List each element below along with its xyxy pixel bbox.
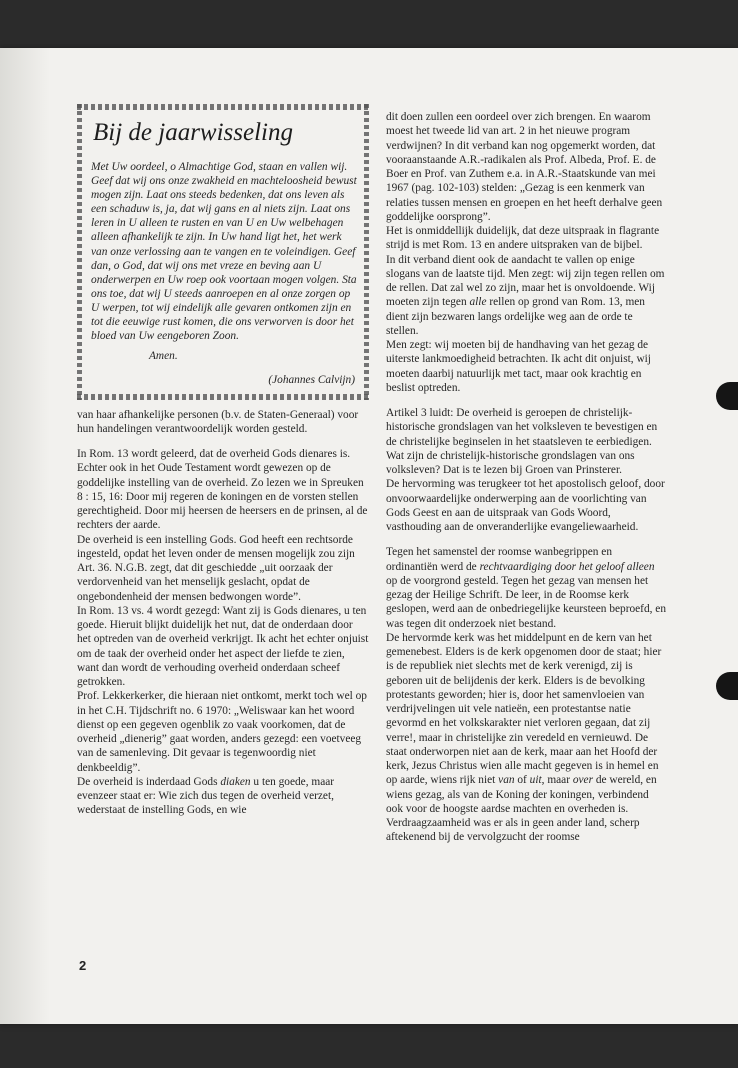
right-paragraph-7: De hervorming was terugkeer tot het apostolisch geloof, door onvoorwaardelijke onderwerping aan de voorlichting van Gods Geest en aan de uitspraak van Gods Woord, vasthouding aan de onveranderlijke evangeliewaarheid. [386, 478, 665, 533]
left-paragraph-6: De overheid is inderdaad Gods diaken u ten goede, maar evenzeer staat er: Wie zich dus tegen de overheid verzet, wederstaat de instelling Gods, en wie [77, 775, 335, 817]
prayer-title: Bij de jaarwisseling [93, 119, 293, 146]
prayer-border-left [77, 104, 82, 400]
right-column [386, 110, 666, 845]
right-paragraph-2: Het is onmiddellijk duidelijk, dat deze uitspraak in flagrante strijd is met Rom. 13 en andere uitspraken van de bijbel. [386, 225, 660, 252]
right-paragraph-10: Verdraagzaamheid was er als in geen ander land, scherp aftekenend bij de vervolgzucht der roomse [386, 817, 640, 844]
prayer-border-bottom [77, 394, 369, 400]
left-column [77, 104, 369, 818]
left-paragraph-1: van haar afhankelijke personen (b.v. de Staten-Generaal) voor hun handelingen verantwoordelijk worden gesteld. [77, 408, 359, 435]
right-paragraph-1: dit doen zullen een oordeel over zich brengen. En waarom moest het tweede lid van art. 2 in het nieuwe program verdwijnen? In dit verband kan nog opgemerkt worden, dat vooraanstaande A.R.-radikalen als Prof. Albeda, Prof. E. de Boer en Prof. van Zuthem e.a. in A.R.-Staatskunde van mei 1967 (pag. 102-103) stelden: „Gezag is een kenmerk van relaties tussen mensen en groepen en het heeft derhalve geen goddelijke oorsprong”. [386, 111, 663, 223]
right-paragraph-3: In dit verband dient ook de aandacht te vallen op enige slogans van de laatste tijd. Men zegt: wij zijn tegen rellen om de rellen. Dat zal wel zo zijn, maar het is onvoldoende. Wij moeten zijn tegen alle rellen op grond van Rom. 13, men dient zijn bezwaren langs ordelijke weg aan de orde te stellen. [386, 253, 665, 337]
right-paragraph-4: Men zegt: wij moeten bij de handhaving van het gezag de uiterste lankmoedigheid betrachten. Ik acht dit onjuist, wij moeten daarbij natuurlijk met tact, maar ook krachtig en beslist optreden. [386, 339, 651, 394]
prayer-text: Met Uw oordeel, o Almachtige God, staan en vallen wij. Geef dat wij ons onze zwakheid en machteloosheid bewust mogen zijn. Laat ons steeds bedenken, dat ons leven als een schaduw is, ja, dat wij gans en al niets zijn. Laat ons leren in U alleen te rusten en van U en Uw welbehagen alleen afhankelijk te zijn. In Uw hand ligt het, het werk van onze verlossing aan te vangen en te voleindigen. Geef dan, o God, dat wij ons met vreze en beving aan U onderwerpen en Uw roep ook voortaan mogen volgen. Sta ons toe, dat wij U steeds aanroepen en al onze zorgen op U werpen, tot wij eindelijk alle gevaren ontkomen zijn en tot die eeuwige rust komen, die ons verworven is door het bloed van Uw eengeboren Zoon. [91, 161, 357, 343]
prayer-border-top [77, 104, 369, 110]
left-paragraph-3: De overheid is een instelling Gods. God heeft een rechtsorde ingesteld, opdat het leven onder de mensen mogelijk zou zijn Art. 36. N.G.B. zegt, dat dit geschiedde „uit oorzaak der verdorvenheid van het menselijk geslacht, opdat de ongebondenheid der mensen bedwongen worde”. [77, 533, 355, 603]
prayer-border-right [364, 104, 369, 400]
right-paragraph-9: De hervormde kerk was het middelpunt en de kern van het gemenebest. Elders is de kerk opgenomen door de staat; hier is de republiek niet slechts met de kerk verenigd, zij is geboren uit de belijdenis der kerk. Elders is de bevolking protestants geworden; hier is, door het samenvloeien van verdrijvelingen uit vele natieën, een protestantse natie gevormd en het volkskarakter niet verloren gegaan, dat zij verre!, maar in christelijke zin veredeld en vernieuwd. De staat onderworpen niet aan de kerk, maar aan het Hoofd der kerk, Jezus Christus wien alle macht gegeven is in hemel en op aarde, wiens rijk niet van of uit, maar over de wereld, en wiens gezag, als van de Koning der koningen, verbindend ook voor de hoogste aardse machten en overheden is. [386, 631, 662, 815]
right-paragraph-5: Artikel 3 luidt: De overheid is geroepen de christelijk-historische grondslagen van het volksleven te bevestigen en de christelijke beginselen in het staatsleven te eerbiedigen. [386, 407, 658, 448]
punch-hole-upper [716, 382, 738, 410]
left-body [77, 408, 369, 818]
prayer-author: (Johannes Calvijn) [268, 374, 355, 387]
prayer-amen: Amen. [149, 350, 178, 363]
left-paragraph-2: In Rom. 13 wordt geleerd, dat de overheid Gods dienares is. Echter ook in het Oude Testament wordt gewezen op de goddelijke instelling van de overheid. Zo lezen we in Spreuken 8 : 15, 16: Door mij regeren de koningen en de vorsten stellen gerechtigheid. Door mij heersen de heersers en de prinsen, al de rechters der aarde. [77, 448, 368, 532]
left-paragraph-4: In Rom. 13 vs. 4 wordt gezegd: Want zij is Gods dienares, u ten goede. Hieruit blijkt duidelijk het nut, dat de onderdaan door het optreden van de overheid verkrijgt. Ik acht het echter onjuist om de taak der overheid onder het aspect der liefde te zien, want dan wordt de verhouding overheid onderdaan scheef getrokken. [77, 604, 369, 689]
left-paragraph-5: Prof. Lekkerkerker, die hieraan niet ontkomt, merkt toch wel op in het C.H. Tijdschrift no. 6 1970: „Weliswaar kan het woord dienst op een gegeven ogenblik zo vaak voorkomen, dat de overheid „dienerig” gaat worden, anders gezegd: een voetveeg van de samenleving. Dit gevaar is tegenwoordig niet denkbeeldig”. [77, 690, 367, 774]
right-paragraph-6: Wat zijn de christelijk-historische grondslagen van ons volksleven? Dat is te lezen bij Groen van Prinsterer. [386, 449, 635, 476]
prayer-box [77, 104, 369, 400]
punch-hole-lower [716, 672, 738, 700]
document-page [0, 48, 738, 1024]
page-number: 2 [79, 958, 87, 973]
right-paragraph-8: Tegen het samenstel der roomse wanbegrippen en ordinantiën werd de rechtvaardiging door het geloof alleen op de voorgrond gesteld. Tegen het gezag van mensen het gezag der Heilige Schrift. De leer, in de Roomse kerk geslopen, werd aan de onbedriegelijke keursteen beproefd, en was tegen dit onderzoek niet bestand. [386, 546, 667, 630]
